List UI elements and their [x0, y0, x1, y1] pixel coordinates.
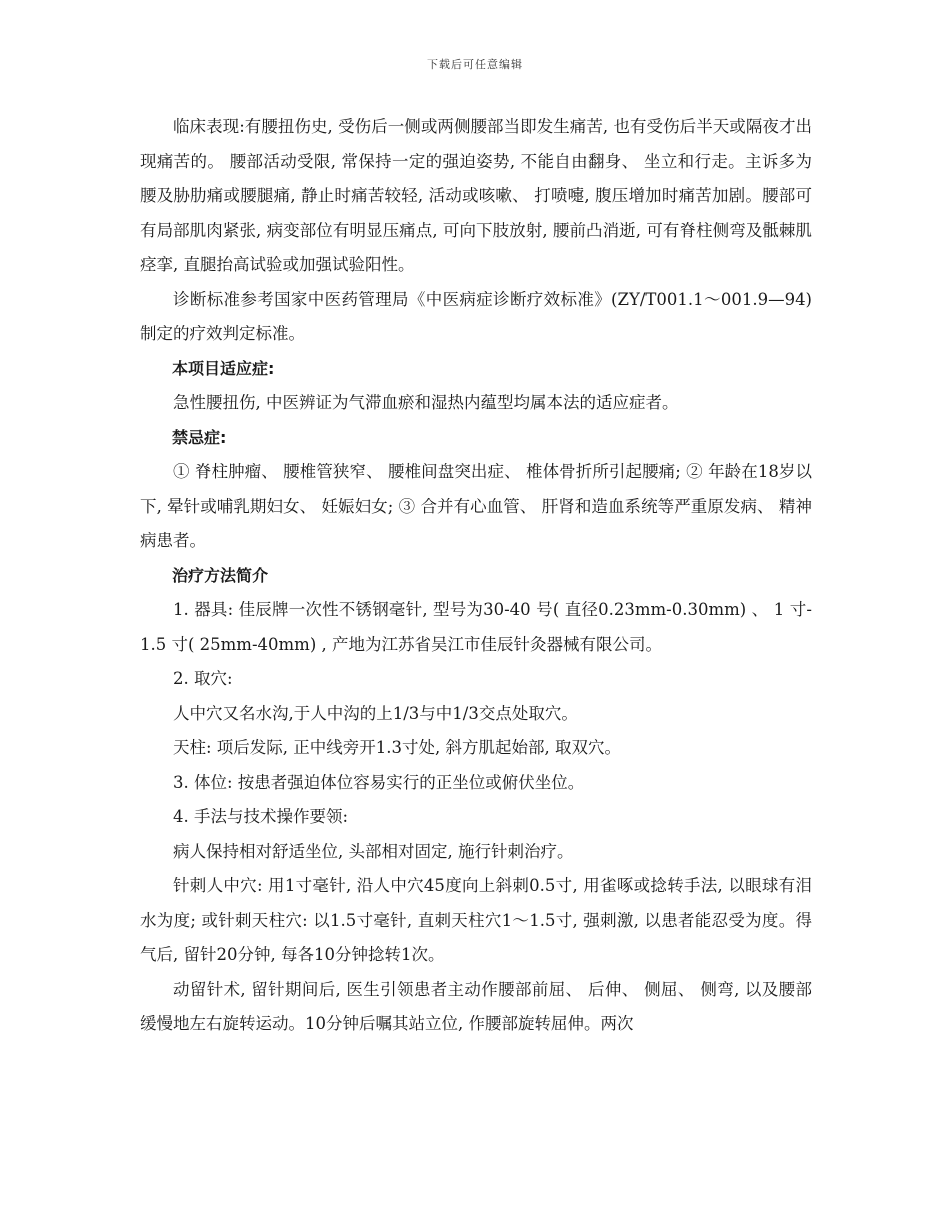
- acupoint-title: 2. 取穴:: [173, 669, 233, 688]
- tools-paragraph: 1. 器具: 佳辰牌一次性不锈钢毫针, 型号为30-40 号( 直径0.23mm-0.30mm) 、 1 寸-1.5 寸( 25mm-40mm) , 产地为江苏省吴江市佳辰针灸器械有限公司。: [140, 600, 812, 654]
- diagnosis-paragraph: 诊断标准参考国家中医药管理局《中医病症诊断疗效标准》(ZY/T001.1～001.9—94)制定的疗效判定标准。: [140, 289, 812, 343]
- contraindication-heading: 禁忌症:: [172, 427, 227, 447]
- technique-paragraph-2: 针刺人中穴: 用1寸毫针, 沿人中穴45度向上斜刺0.5寸, 用雀啄或捻转手法, 以眼球有泪水为度; 或针刺天柱穴: 以1.5寸毫针, 直刺天柱穴1～1.5寸, 强刺激, 以患者能忍受为度。得气后, 留针20分钟, 每各10分钟捻转1次。: [140, 876, 812, 964]
- contraindication-paragraph: ① 脊柱肿瘤、 腰椎管狭窄、 腰椎间盘突出症、 椎体骨折所引起腰痛; ② 年龄在18岁以下, 晕针或哺乳期妇女、 妊娠妇女; ③ 合并有心血管、 肝肾和造血系统等严重原发病、 精神病患者。: [140, 462, 812, 550]
- technique-title: 4. 手法与技术操作要领:: [173, 807, 349, 826]
- clinical-paragraph: 临床表现:有腰扭伤史, 受伤后一侧或两侧腰部当即发生痛苦, 也有受伤后半天或隔夜才出现痛苦的。 腰部活动受限, 常保持一定的强迫姿势, 不能自由翻身、 坐立和行走。主诉多为腰及胁肋痛或腰腿痛, 静止时痛苦较轻, 活动或咳嗽、 打喷嚏, 腹压增加时痛苦加剧。腰部可有局部肌肉紧张, 病变部位有明显压痛点, 可向下肢放射, 腰前凸消逝, 可有脊柱侧弯及骶棘肌痉挛, 直腿抬高试验或加强试验阳性。: [140, 117, 812, 274]
- document-body: [140, 110, 812, 1042]
- header-note: 下载后可任意编辑: [427, 58, 523, 71]
- indication-heading: 本项目适应症:: [172, 358, 275, 378]
- indication-paragraph: 急性腰扭伤, 中医辨证为气滞血瘀和湿热内蕴型均属本法的适应症者。: [173, 393, 679, 412]
- technique-paragraph-3: 动留针术, 留针期间后, 医生引领患者主动作腰部前屈、 后伸、 侧屈、 侧弯, 以及腰部缓慢地左右旋转运动。10分钟后嘱其站立位, 作腰部旋转屈伸。两次: [140, 979, 812, 1033]
- posture-paragraph: 3. 体位: 按患者强迫体位容易实行的正坐位或俯伏坐位。: [173, 772, 585, 792]
- technique-paragraph-1: 病人保持相对舒适坐位, 头部相对固定, 施行针刺治疗。: [173, 841, 574, 861]
- tianzhu-paragraph: 天柱: 项后发际, 正中线旁开1.3寸处, 斜方肌起始部, 取双穴。: [173, 738, 622, 757]
- treatment-heading: 治疗方法简介: [172, 565, 269, 585]
- renzhong-paragraph: 人中穴又名水沟,于人中沟的上1/3与中1/3交点处取穴。: [173, 703, 578, 723]
